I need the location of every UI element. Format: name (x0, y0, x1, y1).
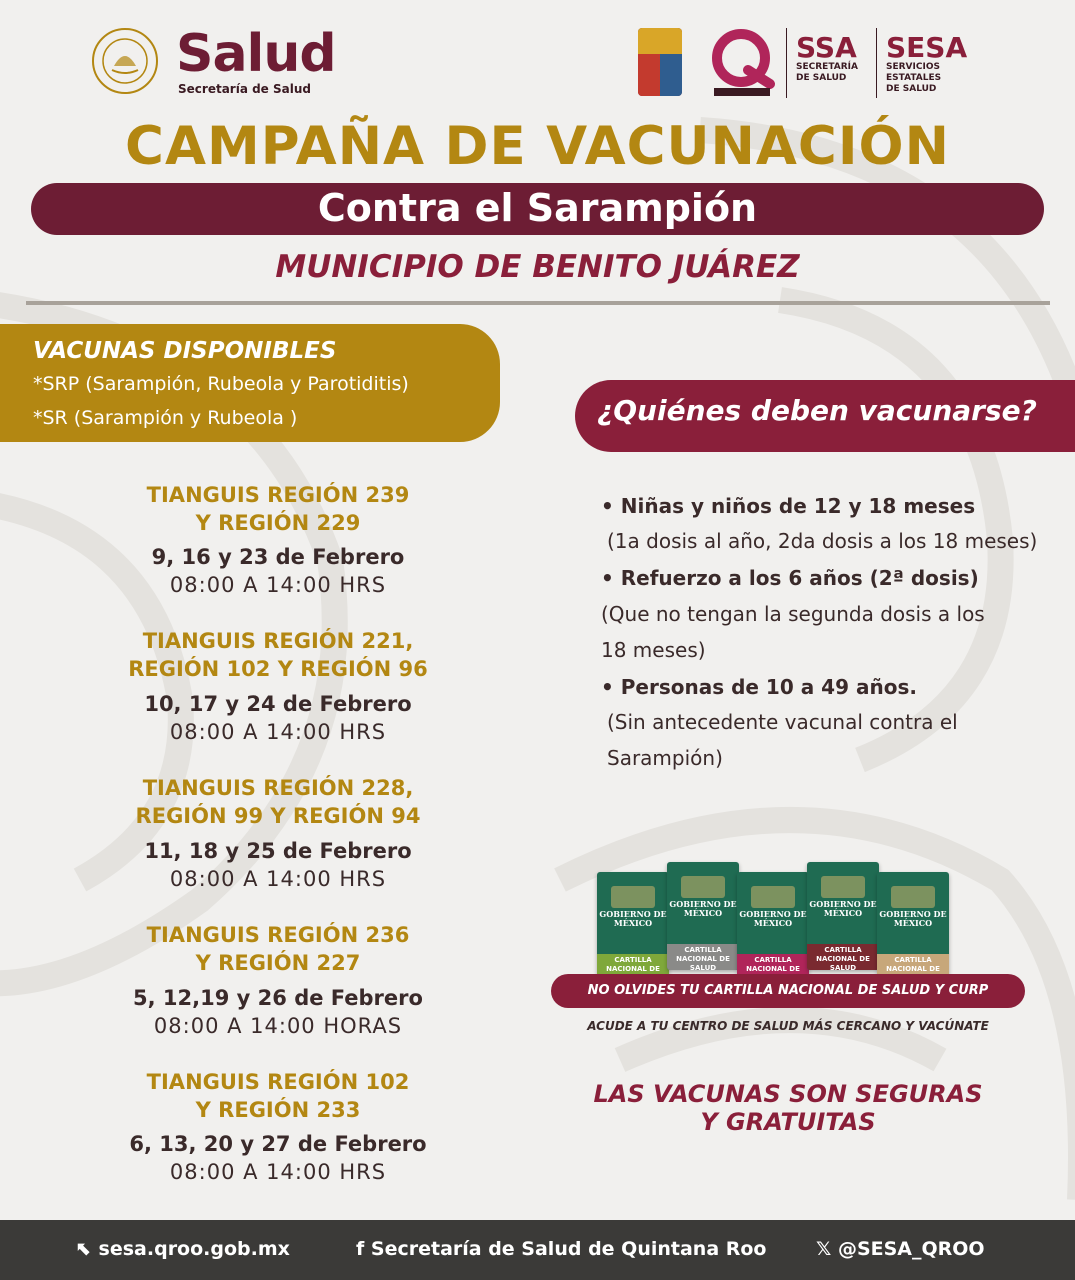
cartilla-card (667, 862, 739, 970)
campaign-title: CAMPAÑA DE VACUNACIÓN (125, 116, 950, 177)
region-line: Y REGIÓN 229 (195, 511, 361, 535)
crest-icon (611, 886, 655, 908)
region-line: TIANGUIS REGIÓN 102 (146, 1070, 410, 1094)
acude-text: ACUDE A TU CENTRO DE SALUD MÁS CERCANO Y VACÚNATE (587, 1019, 989, 1033)
cartilla-card (877, 872, 949, 980)
who-item: • Personas de 10 a 49 años. (601, 675, 917, 699)
hours: 08:00 A 14:00 HORAS (153, 1014, 403, 1038)
who-note: (Que no tengan la segunda dosis a los (601, 602, 985, 626)
ssa-logo (796, 31, 858, 84)
seguras-text (560, 1080, 1016, 1136)
card-label: GOBIERNO DE MÉXICO (809, 899, 877, 918)
card-label: GOBIERNO DE MÉXICO (879, 909, 947, 928)
logo-divider (876, 28, 877, 98)
logo-divider (786, 28, 787, 98)
reminder-text: NO OLVIDES TU CARTILLA NACIONAL DE SALUD Y CURP (587, 983, 989, 998)
quienes-title: ¿Quiénes deben vacunarse? (597, 394, 1037, 427)
who-note: (Sin antecedente vacunal contra el (607, 710, 958, 734)
cartilla-booklets (597, 860, 977, 975)
state-shield-icon (638, 28, 682, 96)
institution-logos (638, 26, 998, 104)
who-note: Sarampión) (607, 746, 723, 770)
card-label: GOBIERNO DE MÉXICO (599, 909, 667, 928)
dates: 6, 13, 20 y 27 de Febrero (129, 1132, 427, 1156)
dates: 10, 17 y 24 de Febrero (144, 692, 412, 716)
dates: 9, 16 y 23 de Febrero (151, 545, 405, 569)
cartilla-card (807, 862, 879, 970)
sesa-title: SESA (886, 31, 968, 64)
region-line: TIANGUIS REGIÓN 228, (142, 776, 414, 800)
card-label: GOBIERNO DE MÉXICO (739, 909, 807, 928)
sesa-line1: SERVICIOS ESTATALES (886, 62, 942, 83)
website-link[interactable]: sesa.qroo.gob.mx (98, 1238, 290, 1260)
footer-website[interactable] (76, 1238, 290, 1260)
who-note: (1a dosis al año, 2da dosis a los 18 meses) (607, 529, 1038, 553)
salud-logo (92, 24, 336, 104)
region-line: TIANGUIS REGIÓN 236 (146, 923, 410, 947)
salud-title: Salud (176, 24, 336, 84)
card-band: CARTILLA NACIONAL DE (597, 954, 669, 980)
quintana-roo-q-icon (708, 26, 778, 98)
who-item: • Refuerzo a los 6 años (2ª dosis) (601, 566, 979, 590)
crest-icon (751, 886, 795, 908)
region-line: Y REGIÓN 233 (195, 1098, 361, 1122)
vacuna-item: *SR (Sarampión y Rubeola ) (33, 407, 298, 429)
region-line: REGIÓN 102 Y REGIÓN 96 (128, 657, 428, 681)
seguras-line: LAS VACUNAS SON SEGURAS (593, 1080, 983, 1108)
vacunas-title: VACUNAS DISPONIBLES (33, 338, 337, 364)
seguras-line: Y GRATUITAS (700, 1108, 876, 1136)
hours: 08:00 A 14:00 HRS (169, 573, 387, 597)
dates: 5, 12,19 y 26 de Febrero (133, 986, 423, 1010)
card-band: CARTILLA NACIONAL DE SALUD (807, 944, 879, 970)
who-note: 18 meses) (601, 638, 706, 662)
ssa-title: SSA (796, 31, 857, 64)
cartilla-card (737, 872, 809, 980)
hours: 08:00 A 14:00 HRS (169, 1160, 387, 1184)
dates: 11, 18 y 25 de Febrero (144, 839, 412, 863)
ssa-line1: SECRETARÍA (796, 62, 858, 72)
vacuna-item: *SRP (Sarampión, Rubeola y Parotiditis) (33, 373, 409, 395)
region-line: TIANGUIS REGIÓN 221, (142, 629, 414, 653)
region-line: Y REGIÓN 227 (195, 951, 361, 975)
hours: 08:00 A 14:00 HRS (169, 720, 387, 744)
card-band: CARTILLA NACIONAL DE (877, 954, 949, 980)
region-line: REGIÓN 99 Y REGIÓN 94 (135, 804, 421, 828)
region-line: TIANGUIS REGIÓN 239 (146, 483, 410, 507)
cursor-icon: ⬉ (76, 1238, 99, 1260)
municipio-title: MUNICIPIO DE BENITO JUÁREZ (275, 249, 800, 285)
footer-twitter[interactable] (816, 1238, 985, 1260)
x-icon: 𝕏 (816, 1238, 838, 1260)
footer-facebook[interactable] (356, 1238, 767, 1260)
facebook-link[interactable]: Secretaría de Salud de Quintana Roo (370, 1238, 767, 1260)
hours: 08:00 A 14:00 HRS (169, 867, 387, 891)
twitter-link[interactable]: @SESA_QROO (837, 1238, 985, 1260)
card-label: GOBIERNO DE MÉXICO (669, 899, 737, 918)
who-item: • Niñas y niños de 12 y 18 meses (601, 494, 976, 518)
crest-icon (891, 886, 935, 908)
divider (26, 301, 1050, 305)
sesa-logo (886, 31, 998, 95)
cartilla-card (597, 872, 669, 980)
ssa-line2: DE SALUD (796, 73, 847, 83)
card-band: CARTILLA NACIONAL DE SALUD (667, 944, 739, 970)
salud-subtitle: Secretaría de Salud (178, 82, 311, 96)
facebook-icon: f (356, 1238, 371, 1260)
subtitle: Contra el Sarampión (317, 186, 758, 230)
crest-icon (681, 876, 725, 898)
coat-of-arms-icon (92, 28, 158, 94)
card-band: CARTILLA NACIONAL DE (737, 954, 809, 980)
crest-icon (821, 876, 865, 898)
sesa-line2: DE SALUD (886, 84, 937, 94)
